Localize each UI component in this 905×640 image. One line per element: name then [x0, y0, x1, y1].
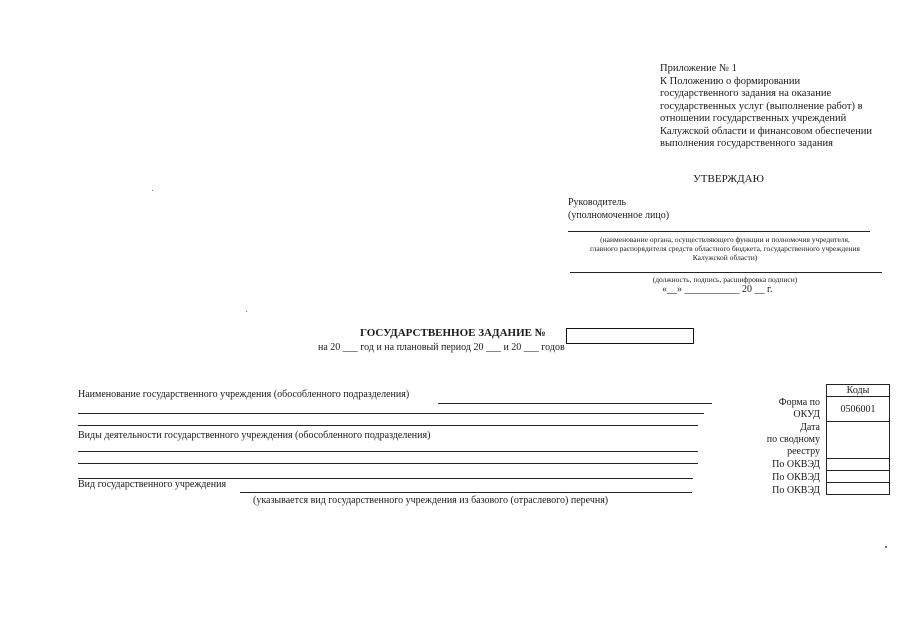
signature-note: (должность, подпись, расшифровка подписи) — [652, 275, 798, 284]
task-title: ГОСУДАРСТВЕННОЕ ЗАДАНИЕ № — [360, 327, 546, 339]
appendix-line: отношении государственных учреждений — [660, 113, 847, 124]
org-note-line: Калужской области) — [692, 253, 758, 262]
registry-date-cell[interactable] — [827, 422, 890, 459]
org-line — [568, 231, 870, 232]
activity-types-label: Виды деятельности государственного учреждения (обособленного подразделения) — [78, 430, 431, 441]
org-note — [560, 235, 890, 262]
okud-cell[interactable]: 0506001 — [827, 397, 890, 422]
org-note-line: (наименование органа, осуществляющего функции и полномочия учредителя, — [600, 235, 850, 244]
approval-title: УТВЕРЖДАЮ — [693, 173, 764, 185]
institution-name-line-3[interactable] — [78, 425, 698, 426]
date-label-1: Дата — [800, 422, 820, 433]
head-label: Руководитель — [568, 197, 627, 208]
signature-line — [570, 272, 882, 273]
institution-type-line[interactable] — [240, 492, 692, 493]
okved-cell-3[interactable] — [827, 483, 890, 495]
form-label-1: Форма по — [778, 397, 820, 408]
institution-name-line-2[interactable] — [78, 413, 704, 414]
institution-name-label: Наименование государственного учреждения (обособленного подразделения) — [78, 389, 410, 400]
appendix-line: государственных услуг (выполнение работ) в — [660, 100, 863, 112]
institution-type-label: Вид государственного учреждения — [78, 479, 227, 490]
institution-name-line[interactable] — [438, 403, 712, 404]
scan-speck — [152, 190, 153, 191]
activity-line-2[interactable] — [78, 463, 698, 464]
appendix-header — [660, 63, 900, 151]
okved-cell-1[interactable] — [827, 459, 890, 471]
institution-type-note: (указывается вид государственного учреждения из базового (отраслевого) перечня) — [253, 495, 609, 506]
appendix-line: К Положению о формировании — [660, 75, 801, 87]
scan-speck — [885, 546, 887, 548]
form-label-2: ОКУД — [793, 409, 820, 420]
codes-header: Коды — [827, 385, 890, 397]
appendix-line: государственного задания на оказание — [660, 88, 832, 99]
scan-speck — [246, 311, 247, 312]
appendix-line: выполнения государственного задания — [660, 138, 833, 149]
okved-cell-2[interactable] — [827, 471, 890, 483]
task-period: на 20 ___ год и на плановый период 20 ___ и 20 ___ годов — [318, 342, 565, 353]
okved-label-3: По ОКВЭД — [772, 485, 820, 496]
okved-label-2: По ОКВЭД — [772, 472, 820, 483]
appendix-line: Калужской области и финансовом обеспечении — [660, 125, 873, 137]
date-label-2: по сводному — [766, 434, 820, 445]
okved-label-1: По ОКВЭД — [772, 459, 820, 470]
task-number-field[interactable] — [566, 328, 694, 344]
date-label-3: реестру — [787, 446, 820, 457]
head-sublabel: (уполномоченное лицо) — [568, 210, 670, 221]
org-note-line: главного распорядителя средств областного бюджета, государственного учреждения — [589, 244, 860, 253]
activity-line-1[interactable] — [78, 451, 698, 452]
appendix-line: Приложение № 1 — [660, 63, 737, 74]
approval-date: «__» ___________ 20 __ г. — [662, 284, 773, 295]
codes-table — [826, 384, 890, 495]
